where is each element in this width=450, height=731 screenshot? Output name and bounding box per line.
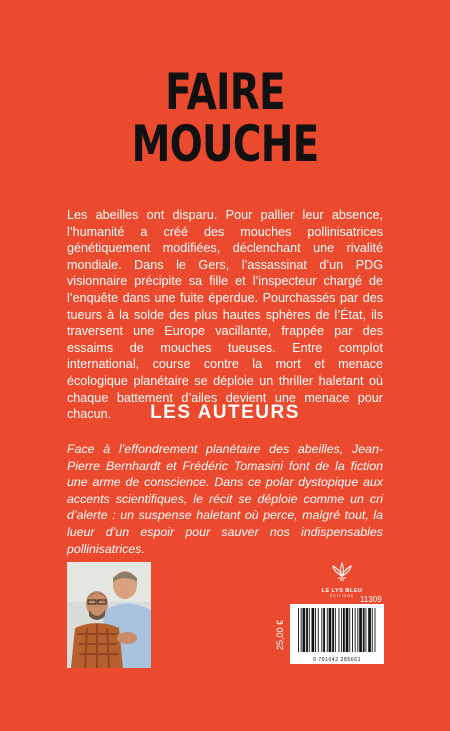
barcode-bar bbox=[335, 608, 336, 652]
authors-photo bbox=[67, 562, 151, 668]
barcode-bar bbox=[341, 608, 342, 652]
barcode-bar bbox=[315, 608, 316, 652]
product-code: 11309 bbox=[360, 595, 382, 604]
barcode-bar bbox=[323, 608, 325, 652]
barcode-bar bbox=[346, 608, 349, 652]
barcode-bar bbox=[321, 608, 322, 652]
price-label bbox=[269, 606, 291, 664]
barcode-bar bbox=[349, 608, 350, 652]
barcode-bar bbox=[375, 608, 376, 652]
price-text: 25,00 € bbox=[275, 619, 285, 651]
title-line-2: MOUCHE bbox=[131, 115, 319, 173]
barcode-bar bbox=[357, 608, 358, 652]
barcode-bar bbox=[329, 608, 332, 652]
authors-text: Face à l’effondrement planétaire des abeilles, Jean-Pierre Bernhardt et Frédéric Tomasini font de la fiction une arme de conscience. Dans ce polar dystopique aux accents scientifiques, le récit se déploie comme un cri d’alerte : un suspense haletant où perce, malgré tout, la lueur d’un espoir pour sauver nos indispensables pollinisatrices. bbox=[67, 442, 383, 556]
publisher-sub: ÉDITIONS bbox=[329, 594, 355, 598]
synopsis-text: Les abeilles ont disparu. Pour pallier leur absence, l’humanité a créé des mouches pollinisatrices génétiquement modifiées, déclenchant une rivalité mondiale. Dans le Gers, l’assassinat d’un PDG visionnaire précipite sa fille et l’inspecteur chargé de l’enquête dans une fuite éperdue. Pourchassés par des tueurs à la solde des plus hautes sphères de l’État, ils traversent une Europe vacillante, frappée par des essaims de mouches tueuses. Entre complot international, course contre la mort et menace écologique planétaire se déploie un thriller haletant où chaque battement d’ailes devient une menace pour chacun. bbox=[67, 208, 383, 422]
barcode-bar bbox=[343, 608, 345, 652]
barcode-bar bbox=[301, 608, 302, 652]
barcode-bar bbox=[332, 608, 334, 652]
publisher-logo bbox=[312, 562, 372, 598]
barcode-bar bbox=[309, 608, 310, 652]
barcode bbox=[290, 604, 384, 664]
barcode-bar bbox=[372, 608, 373, 652]
title-line-1: FAIRE bbox=[165, 63, 285, 121]
barcode-bar bbox=[363, 608, 365, 652]
barcode-bar bbox=[312, 608, 315, 652]
barcode-bar bbox=[366, 608, 367, 652]
barcode-bar bbox=[306, 608, 308, 652]
barcode-bar bbox=[318, 608, 319, 652]
barcode-bar bbox=[355, 608, 356, 652]
barcode-bar bbox=[352, 608, 353, 652]
barcode-bar bbox=[359, 608, 362, 652]
barcode-bar bbox=[303, 608, 306, 652]
authors-heading: LES AUTEURS bbox=[150, 402, 300, 423]
lily-icon bbox=[331, 562, 353, 582]
publisher-name: LE LYS BLEU bbox=[321, 588, 363, 594]
barcode-bar bbox=[327, 608, 328, 652]
isbn-number: 9 791042 285661 bbox=[313, 657, 361, 663]
barcode-bar bbox=[298, 608, 299, 652]
barcode-bar bbox=[368, 608, 371, 652]
barcode-bar bbox=[339, 608, 340, 652]
